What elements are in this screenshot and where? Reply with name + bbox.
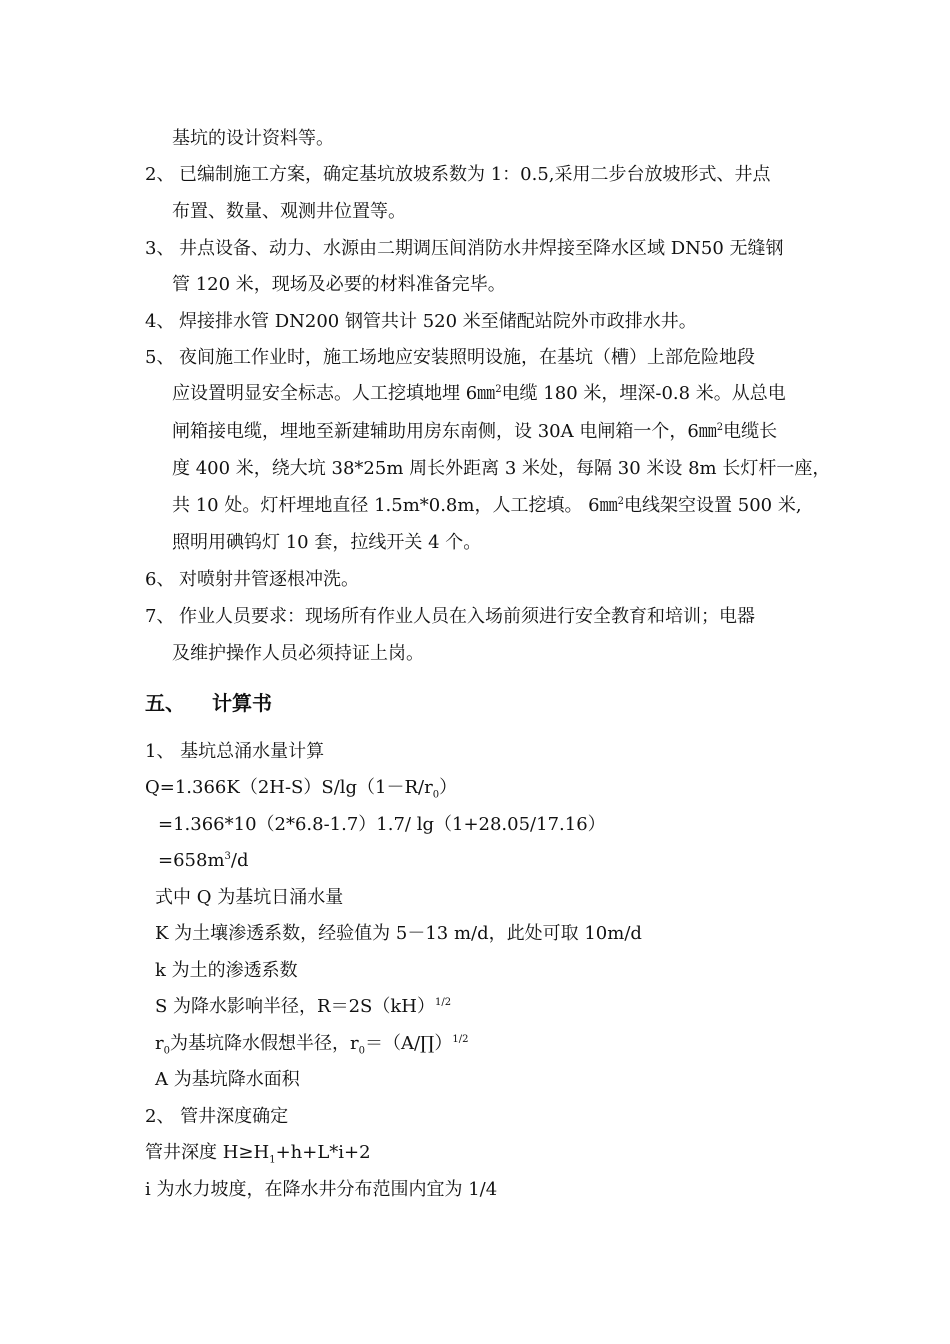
list-item-text: 基坑的设计资料等。: [172, 128, 334, 149]
list-item-1-continuation: [172, 127, 334, 151]
superscript: 2: [495, 384, 502, 395]
definition-text: 式中 Q 为基坑日涌水量: [155, 887, 344, 908]
text-run: 电缆 180 米，埋深-0.8 米。从总电: [501, 383, 786, 404]
definition-text: r: [155, 1033, 164, 1054]
text-run: 电缆长: [723, 421, 778, 442]
subheading-text: 1、 基坑总涌水量计算: [145, 741, 325, 762]
section-heading: [145, 690, 272, 716]
definition-text: A 为基坑降水面积: [155, 1069, 300, 1090]
list-item-text: 作业人员要求：现场所有作业人员在入场前须进行安全教育和培训；电器: [179, 606, 755, 627]
text-run: 照明用碘钨灯 10 套，拉线开关 4 个。: [172, 532, 482, 553]
list-number: 7、: [145, 606, 175, 627]
definition-text: 为基坑降水假想半径，r: [169, 1033, 359, 1054]
list-item-5: [145, 346, 755, 370]
section-title: 计算书: [212, 691, 272, 715]
formula-well-depth: [145, 1141, 371, 1165]
formula-text: 管井深度 H≥H: [145, 1142, 270, 1163]
definition-text: S 为降水影响半径，R＝2S（kH）: [155, 996, 435, 1017]
subheading-well-depth: [145, 1105, 288, 1129]
definition-text: i 为水力坡度，在降水井分布范围内宜为 1/4: [145, 1179, 498, 1200]
list-item-7: [145, 605, 755, 629]
list-item-5-line-3: [172, 420, 777, 444]
list-item-text: 布置、数量、观测井位置等。: [172, 201, 406, 222]
definition-r0: [155, 1032, 468, 1056]
list-item-2-line-2: [172, 200, 406, 224]
definition-i: [145, 1178, 497, 1202]
superscript: 2: [617, 496, 625, 507]
list-number: 2、: [145, 164, 175, 185]
list-item-7-line-2: [172, 642, 424, 666]
formula-text: +h+L*i+2: [275, 1142, 371, 1163]
list-number: 4、: [145, 311, 175, 332]
definition-k-lower: [155, 959, 298, 983]
subheading-text: 2、 管井深度确定: [145, 1106, 289, 1127]
subscript: 0: [163, 1045, 170, 1057]
definition-text: ＝（A/∏）: [364, 1033, 453, 1054]
definition-s: [155, 995, 451, 1019]
formula-text: Q=1.366K（2H-S）S/lg（1－R/r: [145, 777, 433, 798]
list-item-3-line-2: [172, 273, 506, 297]
superscript: 1/2: [452, 1034, 469, 1045]
subscript: 1: [269, 1154, 276, 1166]
formula-q-result: [158, 849, 248, 873]
formula-text: =658m: [158, 850, 225, 871]
formula-text: =1.366*10（2*6.8-1.7）1.7/ lg（1+28.05/17.16）: [158, 814, 606, 835]
list-item-2: [145, 163, 771, 187]
definition-text: k 为土的渗透系数: [155, 960, 298, 981]
list-item-5-line-5: [172, 494, 802, 518]
subscript: 0: [358, 1045, 365, 1057]
subheading-inflow-calc: [145, 740, 324, 764]
list-number: 6、: [145, 569, 175, 590]
list-item-text: 井点设备、动力、水源由二期调压间消防水井焊接至降水区域 DN50 无缝钢: [179, 238, 784, 259]
superscript: 1/2: [435, 997, 452, 1008]
list-item-text: 对喷射井管逐根冲洗。: [179, 569, 359, 590]
list-item-5-line-2: [172, 382, 786, 406]
superscript: 2: [716, 422, 724, 433]
superscript: 3: [224, 851, 231, 862]
list-number: 5、: [145, 347, 175, 368]
text-run: 闸箱接电缆，埋地至新建辅助用房东南侧，设 30A 电闸箱一个，6㎜: [172, 421, 717, 442]
text-run: 应设置明显安全标志。人工挖填地埋 6㎜: [172, 383, 496, 404]
list-item-3: [145, 237, 784, 261]
definition-a: [155, 1068, 300, 1092]
definition-text: K 为土壤渗透系数，经验值为 5－13 m/d，此处可取 10m/d: [155, 923, 642, 944]
formula-text: ）: [439, 777, 458, 798]
section-number: 五、: [145, 691, 185, 715]
text-run: 共 10 处。灯杆埋地直径 1.5m*0.8m，人工挖填。 6㎜: [172, 495, 618, 516]
list-item-4: [145, 310, 697, 334]
text-run: 度 400 米，绕大坑 38*25m 周长外距离 3 米处，每隔 30 米设 8m 长灯杆一座，: [172, 458, 831, 479]
formula-q: [145, 776, 457, 800]
definition-q: [155, 886, 343, 910]
list-item-text: 及维护操作人员必须持证上岗。: [172, 643, 424, 664]
list-number: 3、: [145, 238, 175, 259]
list-item-5-line-4: [172, 457, 830, 481]
formula-text: /d: [230, 850, 249, 871]
text-run: 电线架空设置 500 米,: [624, 495, 802, 516]
formula-q-substitution: [158, 813, 606, 837]
list-item-text: 焊接排水管 DN200 钢管共计 520 米至储配站院外市政排水井。: [179, 311, 697, 332]
list-item-text: 夜间施工作业时，施工场地应安装照明设施，在基坑（槽）上部危险地段: [179, 347, 755, 368]
list-item-text: 已编制施工方案，确定基坑放坡系数为 1：0.5,采用二步台放坡形式、井点: [179, 164, 771, 185]
list-item-5-line-6: [172, 531, 481, 555]
definition-k-soil: [155, 922, 642, 946]
subscript: 0: [432, 789, 440, 801]
list-item-6: [145, 568, 359, 592]
list-item-text: 管 120 米，现场及必要的材料准备完毕。: [172, 274, 506, 295]
